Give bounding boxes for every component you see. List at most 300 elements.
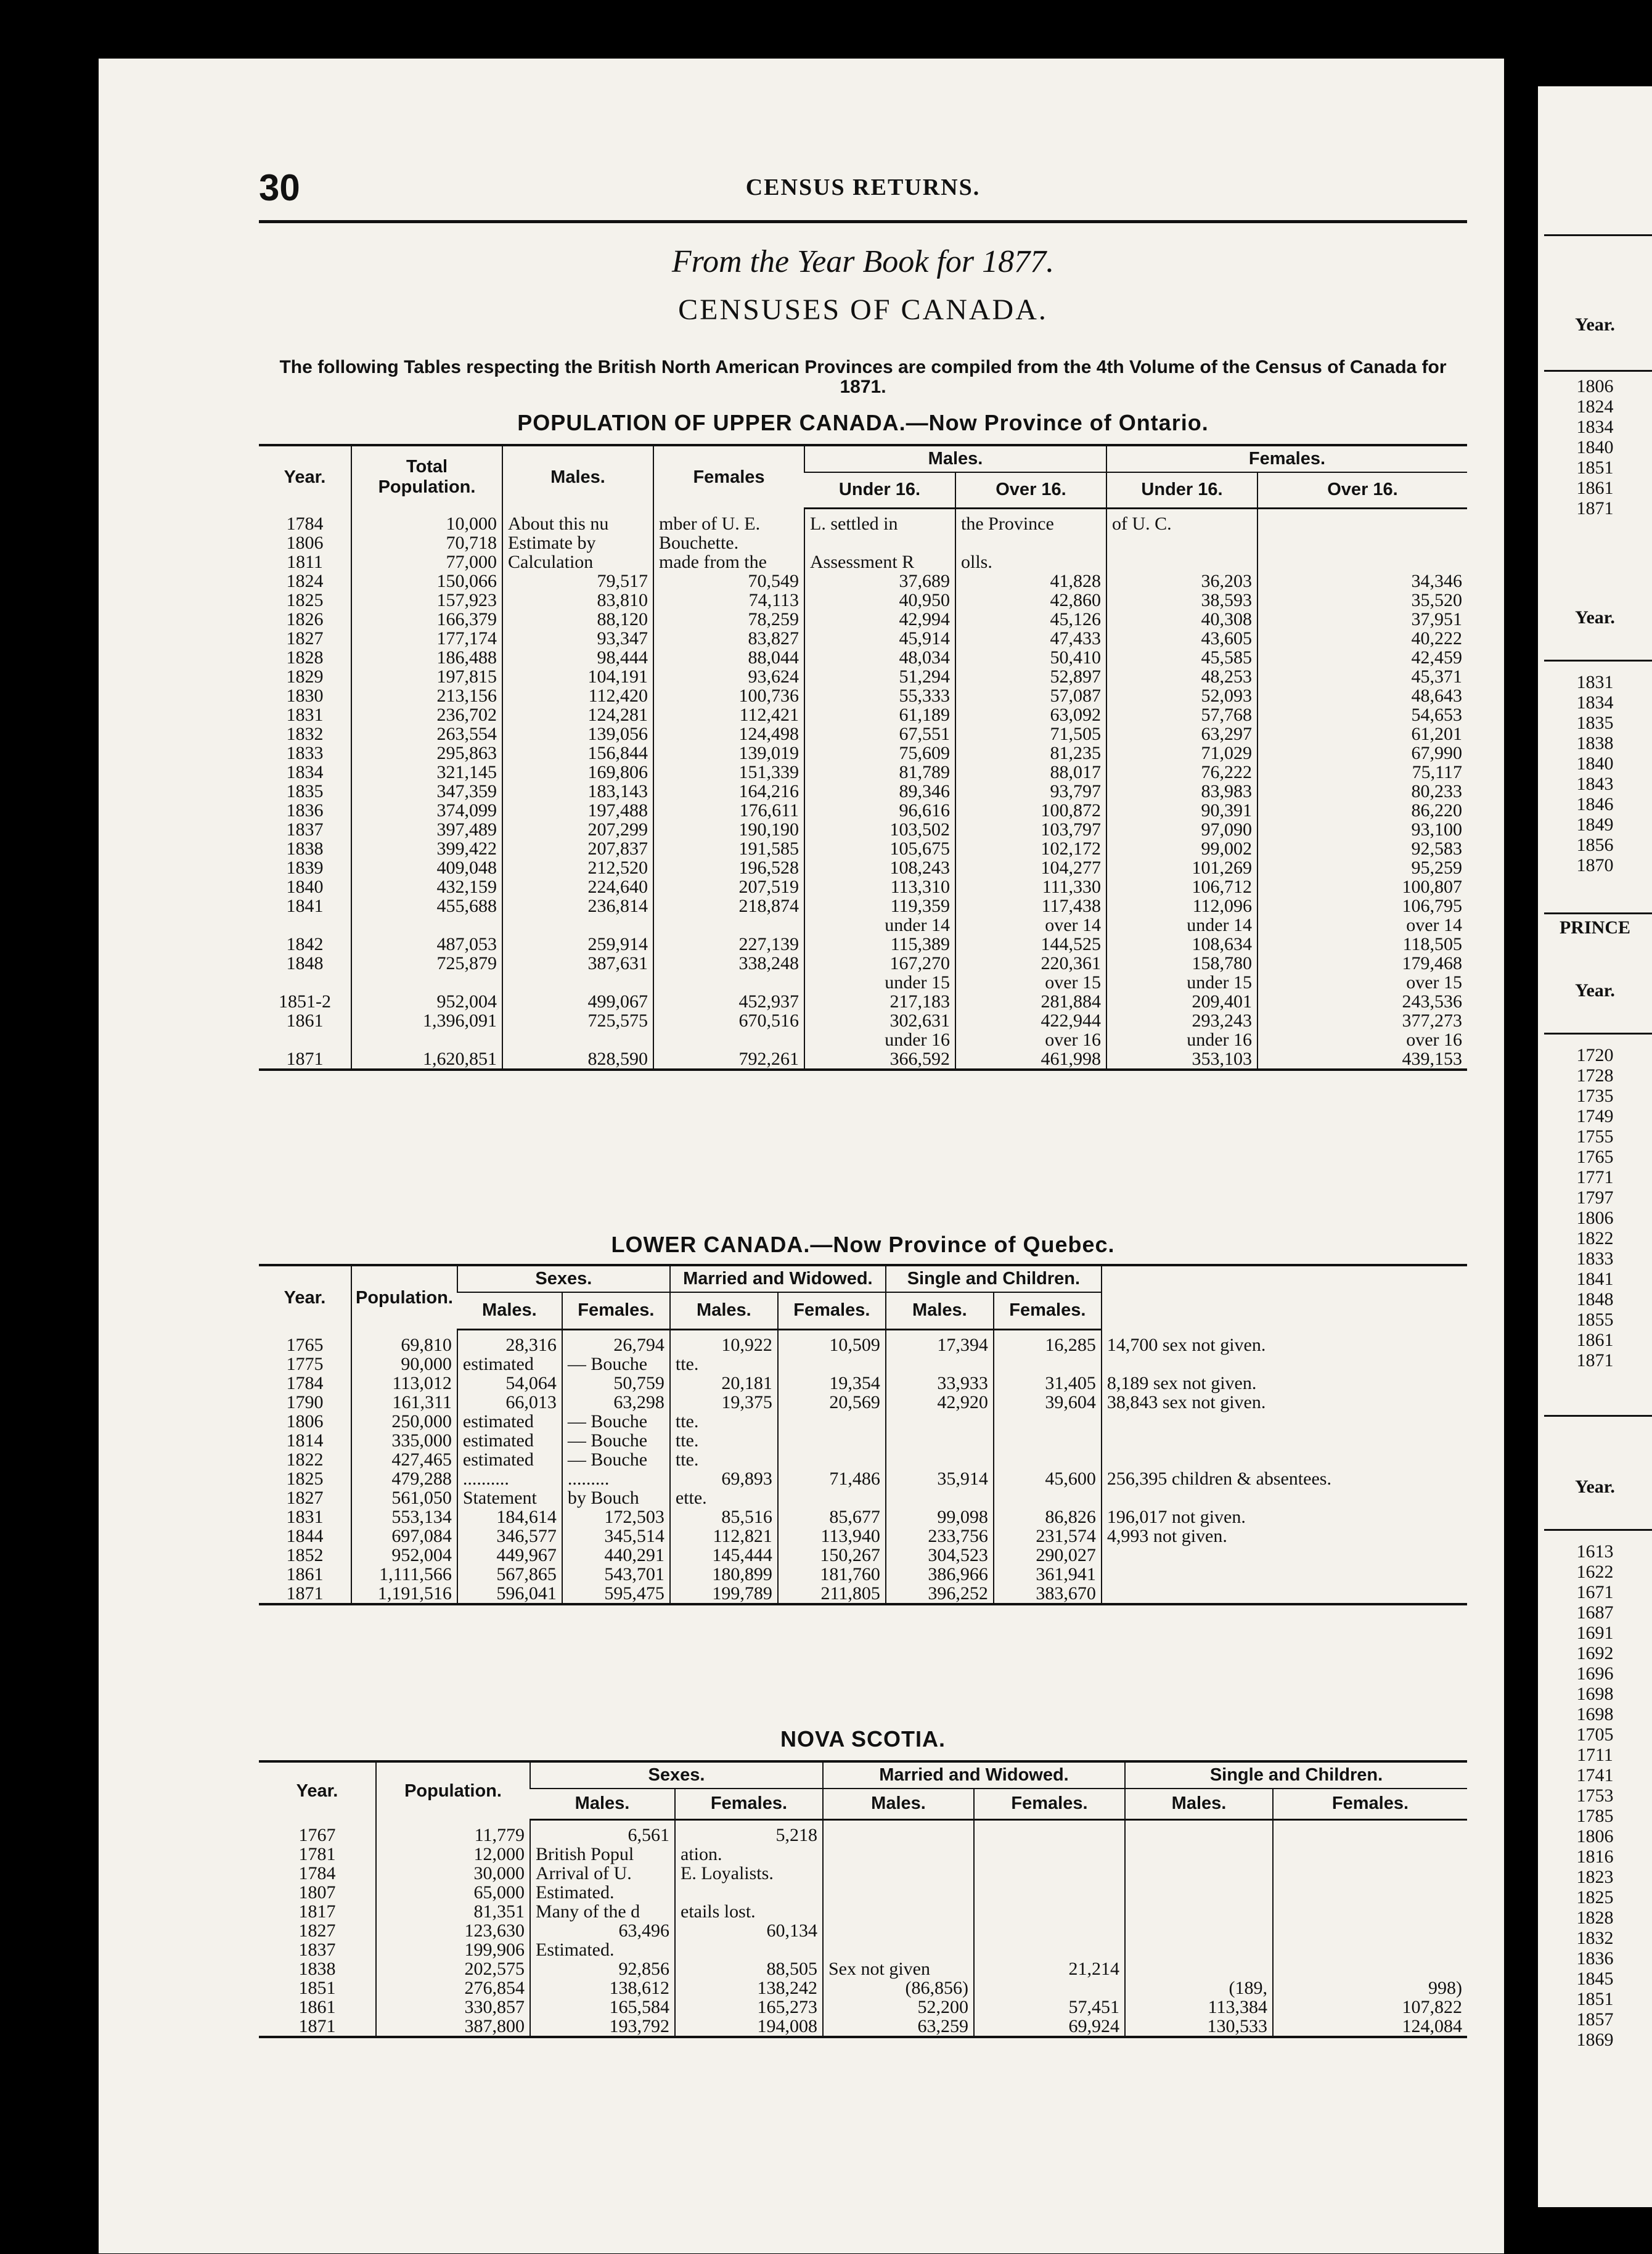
value-cell: 75,609 (804, 744, 955, 763)
col-year: Year. (259, 1761, 376, 1819)
value-cell: 10,000 (351, 514, 502, 533)
year-cell: 1832 (286, 723, 324, 744)
value-cell: 93,100 (1257, 820, 1467, 839)
value-cell: 106,712 (1106, 877, 1257, 896)
table-row (259, 1488, 1467, 1507)
value-cell: 83,983 (1106, 782, 1257, 801)
value-cell (653, 1030, 804, 1049)
value-cell: 138,612 (530, 1978, 675, 1998)
value-cell: 45,585 (1106, 648, 1257, 667)
strip-year: 1834 (1576, 417, 1614, 437)
year-cell (259, 973, 351, 992)
year-cell: 1871 (259, 1584, 351, 1604)
value-cell: 697,084 (351, 1527, 457, 1546)
spacer-cell (1273, 1819, 1467, 1826)
value-cell: 177,174 (351, 629, 502, 648)
value-cell: estimated (457, 1412, 562, 1431)
strip-year: 1824 (1576, 396, 1614, 417)
value-cell: 145,444 (670, 1546, 778, 1565)
year-cell: 1861 (298, 1996, 336, 2017)
value-cell (1273, 1902, 1467, 1921)
value-cell (1125, 1845, 1273, 1864)
strip-year: 1785 (1576, 1806, 1614, 1826)
value-cell: 1,191,516 (351, 1584, 457, 1604)
value-cell: 35,520 (1257, 591, 1467, 610)
table-row (259, 629, 1467, 648)
year-cell: 1825 (286, 589, 324, 610)
value-cell: 377,273 (1257, 1011, 1467, 1030)
value-cell: 196,017 not given. (1102, 1507, 1467, 1527)
strip-year-heading: Year. (1575, 1477, 1615, 1497)
col-females: Females (653, 445, 804, 508)
value-cell: — Bouche (562, 1354, 670, 1374)
value-cell: 346,577 (457, 1527, 562, 1546)
value-cell: Statement (457, 1488, 562, 1507)
value-cell: 236,702 (351, 705, 502, 724)
year-book-title: From the Year Book for 1877. (671, 244, 1055, 279)
value-cell (653, 973, 804, 992)
table-row (259, 763, 1467, 782)
strip-year: 1855 (1576, 1309, 1614, 1330)
value-cell: 52,093 (1106, 686, 1257, 705)
value-cell: 335,000 (351, 1431, 457, 1450)
value-cell: of U. C. (1106, 514, 1257, 533)
value-cell: under 15 (1106, 973, 1257, 992)
value-cell: 139,056 (502, 724, 653, 744)
table-row (259, 935, 1467, 954)
col-sexes-males: Males. (530, 1789, 675, 1819)
table-row (259, 1374, 1467, 1393)
col-married-females: Females. (778, 1292, 886, 1329)
value-cell (778, 1412, 886, 1431)
value-cell: 55,333 (804, 686, 955, 705)
year-cell: 1831 (286, 1506, 324, 1527)
col-males-under-16: Under 16. (804, 472, 955, 508)
table-row (259, 724, 1467, 744)
value-cell: 172,503 (562, 1507, 670, 1527)
strip-year: 1822 (1576, 1228, 1614, 1248)
year-cell: 1817 (298, 1901, 336, 1922)
strip-year: 1843 (1576, 774, 1614, 794)
value-cell: 38,593 (1106, 591, 1257, 610)
value-cell (1106, 533, 1257, 552)
value-cell (1125, 1959, 1273, 1978)
value-cell: British Popul (530, 1845, 675, 1864)
year-cell: 1837 (286, 819, 324, 840)
year-cell: 1837 (298, 1939, 336, 1960)
value-cell: 57,087 (955, 686, 1106, 705)
value-cell: 66,013 (457, 1393, 562, 1412)
value-cell: over 16 (1257, 1030, 1467, 1049)
value-cell: 118,505 (1257, 935, 1467, 954)
value-cell: 20,569 (778, 1393, 886, 1412)
value-cell: 202,575 (376, 1959, 530, 1978)
value-cell: 427,465 (351, 1450, 457, 1469)
value-cell: 35,914 (886, 1469, 994, 1488)
strip-rule (1544, 660, 1652, 662)
table-row (259, 572, 1467, 591)
year-cell: 1829 (286, 666, 324, 687)
value-cell: olls. (955, 552, 1106, 572)
value-cell (1102, 1354, 1467, 1374)
value-cell: 567,865 (457, 1565, 562, 1584)
table-row (259, 1354, 1467, 1374)
value-cell: 293,243 (1106, 1011, 1257, 1030)
strip-year: 1840 (1576, 753, 1614, 774)
table-row (259, 1431, 1467, 1450)
value-cell: 61,189 (804, 705, 955, 724)
value-cell: 111,330 (955, 877, 1106, 896)
value-cell: 40,308 (1106, 610, 1257, 629)
value-cell (974, 1864, 1125, 1883)
value-cell: 553,134 (351, 1507, 457, 1527)
value-cell: 209,401 (1106, 992, 1257, 1011)
value-cell: 161,311 (351, 1393, 457, 1412)
strip-year: 1741 (1576, 1765, 1614, 1785)
value-cell: 104,191 (502, 667, 653, 686)
value-cell: 95,259 (1257, 858, 1467, 877)
value-cell: 102,172 (955, 839, 1106, 858)
value-cell (823, 1864, 974, 1883)
value-cell: 115,389 (804, 935, 955, 954)
value-cell (886, 1354, 994, 1374)
value-cell: 119,359 (804, 896, 955, 916)
col-sexes-females: Females. (675, 1789, 823, 1819)
strip-year: 1698 (1576, 1704, 1614, 1724)
value-cell (1273, 1959, 1467, 1978)
value-cell: 422,944 (955, 1011, 1106, 1030)
table-row (259, 858, 1467, 877)
year-cell: 1833 (286, 742, 324, 763)
value-cell: 48,643 (1257, 686, 1467, 705)
value-cell: 10,922 (670, 1335, 778, 1354)
strip-year-heading: Year. (1575, 314, 1615, 335)
strip-year: 1698 (1576, 1684, 1614, 1704)
value-cell: 440,291 (562, 1546, 670, 1565)
value-cell: 6,561 (530, 1826, 675, 1845)
value-cell: 10,509 (778, 1335, 886, 1354)
table-row (259, 1507, 1467, 1527)
value-cell: 139,019 (653, 744, 804, 763)
value-cell: 97,090 (1106, 820, 1257, 839)
table-row (259, 1450, 1467, 1469)
value-cell: 124,498 (653, 724, 804, 744)
value-cell: 218,874 (653, 896, 804, 916)
value-cell: 96,616 (804, 801, 955, 820)
strip-year: 1705 (1576, 1724, 1614, 1745)
value-cell: 11,779 (376, 1826, 530, 1845)
value-cell: 180,899 (670, 1565, 778, 1584)
value-cell (823, 1845, 974, 1864)
table-row (259, 533, 1467, 552)
value-cell (1106, 552, 1257, 572)
value-cell: 83,827 (653, 629, 804, 648)
col-year: Year. (259, 1265, 351, 1329)
value-cell: 85,516 (670, 1507, 778, 1527)
value-cell: 1,396,091 (351, 1011, 502, 1030)
value-cell: 70,549 (653, 572, 804, 591)
running-head: CENSUS RETURNS. (745, 174, 981, 200)
value-cell: 31,405 (994, 1374, 1102, 1393)
strip-year: 1835 (1576, 713, 1614, 733)
value-cell: 366,592 (804, 1049, 955, 1070)
strip-year: 1816 (1576, 1846, 1614, 1867)
page-content (259, 59, 1467, 2253)
value-cell: 88,017 (955, 763, 1106, 782)
table-row (259, 1902, 1467, 1921)
value-cell: 106,795 (1257, 896, 1467, 916)
spacer-row (259, 1819, 1467, 1826)
year-cell: 1848 (286, 953, 324, 973)
value-cell (653, 916, 804, 935)
value-cell: 304,523 (886, 1546, 994, 1565)
table-row (259, 1393, 1467, 1412)
value-cell: 81,789 (804, 763, 955, 782)
value-cell: 123,630 (376, 1921, 530, 1940)
strip-year: 1828 (1576, 1908, 1614, 1928)
strip-year: 1871 (1576, 498, 1614, 518)
value-cell: 725,575 (502, 1011, 653, 1030)
value-cell: 112,421 (653, 705, 804, 724)
strip-year: 1832 (1576, 1928, 1614, 1948)
book-page (99, 59, 1504, 2253)
table-row (259, 1978, 1467, 1998)
value-cell: 76,222 (1106, 763, 1257, 782)
group-single-children: Single and Children. (886, 1265, 1102, 1292)
strip-year: 1840 (1576, 437, 1614, 457)
value-cell: 63,297 (1106, 724, 1257, 744)
value-cell: tte. (670, 1412, 778, 1431)
value-cell: 399,422 (351, 839, 502, 858)
year-cell: 1861 (286, 1563, 324, 1584)
value-cell (974, 1902, 1125, 1921)
value-cell: 48,253 (1106, 667, 1257, 686)
value-cell: 151,339 (653, 763, 804, 782)
value-cell: 112,821 (670, 1527, 778, 1546)
value-cell: under 15 (804, 973, 955, 992)
value-cell (1257, 552, 1467, 572)
year-cell: 1827 (286, 628, 324, 649)
table-row (259, 2017, 1467, 2037)
table-row (259, 820, 1467, 839)
col-sexes-males: Males. (457, 1292, 562, 1329)
value-cell: 41,828 (955, 572, 1106, 591)
year-cell: 1807 (298, 1882, 336, 1903)
col-single-females: Females. (994, 1292, 1102, 1329)
value-cell: 70,718 (351, 533, 502, 552)
value-cell: 28,316 (457, 1335, 562, 1354)
value-cell: 211,805 (778, 1584, 886, 1604)
strip-year: 1848 (1576, 1289, 1614, 1309)
value-cell: 98,444 (502, 648, 653, 667)
group-females: Females. (1106, 445, 1467, 472)
value-cell: 63,496 (530, 1921, 675, 1940)
value-cell: 34,346 (1257, 572, 1467, 591)
value-cell: 45,914 (804, 629, 955, 648)
value-cell (1125, 1864, 1273, 1883)
value-cell (1273, 1921, 1467, 1940)
value-cell: 90,391 (1106, 801, 1257, 820)
value-cell: the Province (955, 514, 1106, 533)
value-cell: 347,359 (351, 782, 502, 801)
value-cell: 952,004 (351, 992, 502, 1011)
value-cell: 224,640 (502, 877, 653, 896)
value-cell: 217,183 (804, 992, 955, 1011)
value-cell: 99,002 (1106, 839, 1257, 858)
value-cell: 670,516 (653, 1011, 804, 1030)
value-cell: 8,189 sex not given. (1102, 1374, 1467, 1393)
value-cell: 130,533 (1125, 2017, 1273, 2037)
table-row (259, 1546, 1467, 1565)
col-females-over-16: Over 16. (1257, 472, 1467, 508)
group-single-children: Single and Children. (1125, 1761, 1467, 1789)
value-cell: 14,700 sex not given. (1102, 1335, 1467, 1354)
table-row (259, 1940, 1467, 1959)
value-cell (886, 1412, 994, 1431)
value-cell (778, 1354, 886, 1374)
lower-canada-title: LOWER CANADA.—Now Province of Quebec. (611, 1232, 1115, 1257)
table-row (259, 686, 1467, 705)
value-cell (1102, 1450, 1467, 1469)
year-cell: 1824 (286, 570, 324, 591)
value-cell: 71,029 (1106, 744, 1257, 763)
col-single-males: Males. (1125, 1789, 1273, 1819)
value-cell: etails lost. (675, 1902, 823, 1921)
strip-year: 1613 (1576, 1541, 1614, 1562)
value-cell: Assessment R (804, 552, 955, 572)
value-cell (1273, 1845, 1467, 1864)
table-row (259, 1565, 1467, 1584)
value-cell: 374,099 (351, 801, 502, 820)
value-cell: 259,914 (502, 935, 653, 954)
value-cell: 107,822 (1273, 1998, 1467, 2017)
year-cell: 1811 (287, 551, 323, 572)
table-row (259, 896, 1467, 916)
value-cell: 50,410 (955, 648, 1106, 667)
table-row (259, 667, 1467, 686)
value-cell: 281,884 (955, 992, 1106, 1011)
strip-year: 1692 (1576, 1643, 1614, 1663)
value-cell: 71,486 (778, 1469, 886, 1488)
value-cell: 461,998 (955, 1049, 1106, 1070)
value-cell: 353,103 (1106, 1049, 1257, 1070)
value-cell: 452,937 (653, 992, 804, 1011)
spacer-cell (974, 1819, 1125, 1826)
year-cell: 1827 (298, 1920, 336, 1941)
value-cell: 113,940 (778, 1527, 886, 1546)
strip-year: 1806 (1576, 1208, 1614, 1228)
value-cell: 290,027 (994, 1546, 1102, 1565)
table-row (259, 552, 1467, 572)
year-cell: 1767 (298, 1824, 336, 1845)
value-cell: 596,041 (457, 1584, 562, 1604)
value-cell: over 15 (1257, 973, 1467, 992)
value-cell: estimated (457, 1450, 562, 1469)
table-row (259, 1998, 1467, 2017)
table-row (259, 1469, 1467, 1488)
strip-year: 1823 (1576, 1867, 1614, 1887)
table-row (259, 992, 1467, 1011)
value-cell: Sex not given (823, 1959, 974, 1978)
value-cell: 432,159 (351, 877, 502, 896)
value-cell: 88,120 (502, 610, 653, 629)
strip-year: 1753 (1576, 1785, 1614, 1806)
value-cell: 61,201 (1257, 724, 1467, 744)
value-cell (823, 1921, 974, 1940)
year-cell: 1851-2 (279, 991, 331, 1012)
value-cell: 207,519 (653, 877, 804, 896)
value-cell (823, 1940, 974, 1959)
table-row (259, 514, 1467, 533)
year-cell: 1844 (286, 1525, 324, 1546)
value-cell: 124,084 (1273, 2017, 1467, 2037)
spacer-cell (823, 1819, 974, 1826)
year-cell: 1838 (286, 838, 324, 859)
intro-text: The following Tables respecting the British North American Provinces are compiled from the 4th Volume of the Census of Canada for 1871. (279, 357, 1447, 397)
strip-year: 1671 (1576, 1582, 1614, 1602)
value-cell (1102, 1431, 1467, 1450)
value-cell (1102, 1565, 1467, 1584)
year-cell: 1784 (298, 1863, 336, 1883)
value-cell: — Bouche (562, 1431, 670, 1450)
value-cell: 21,214 (974, 1959, 1125, 1978)
value-cell (502, 973, 653, 992)
value-cell (1102, 1546, 1467, 1565)
value-cell (1257, 533, 1467, 552)
col-males-over-16: Over 16. (955, 472, 1106, 508)
strip-year: 1711 (1577, 1745, 1613, 1765)
col-married-females: Females. (974, 1789, 1125, 1819)
value-cell: Arrival of U. (530, 1864, 675, 1883)
strip-year: 1861 (1576, 1330, 1614, 1350)
value-cell (955, 533, 1106, 552)
value-cell: — Bouche (562, 1450, 670, 1469)
value-cell: 77,000 (351, 552, 502, 572)
value-cell: 543,701 (562, 1565, 670, 1584)
value-cell: 828,590 (502, 1049, 653, 1070)
table-row (259, 1335, 1467, 1354)
value-cell: 113,310 (804, 877, 955, 896)
value-cell: 103,502 (804, 820, 955, 839)
strip-year: 1861 (1576, 478, 1614, 498)
value-cell: 45,600 (994, 1469, 1102, 1488)
strip-rule (1544, 1529, 1652, 1531)
value-cell: 12,000 (376, 1845, 530, 1864)
col-population: Population. (376, 1761, 530, 1819)
value-cell (974, 1921, 1125, 1940)
value-cell: 108,634 (1106, 935, 1257, 954)
year-cell: 1765 (286, 1334, 324, 1355)
year-cell: 1814 (286, 1430, 324, 1451)
value-cell: 117,438 (955, 896, 1106, 916)
value-cell: 26,794 (562, 1335, 670, 1354)
value-cell: estimated (457, 1431, 562, 1450)
value-cell: 83,810 (502, 591, 653, 610)
year-cell: 1806 (286, 532, 324, 553)
table-row (259, 610, 1467, 629)
value-cell (675, 1940, 823, 1959)
header-rule (259, 220, 1467, 223)
value-cell: over 14 (955, 916, 1106, 935)
year-cell (259, 1030, 351, 1049)
table-row (259, 1412, 1467, 1431)
group-married-widowed: Married and Widowed. (823, 1761, 1125, 1789)
value-cell: 52,200 (823, 1998, 974, 2017)
value-cell (1102, 1412, 1467, 1431)
value-cell: 150,066 (351, 572, 502, 591)
table-row (259, 1527, 1467, 1546)
strip-year: 1735 (1576, 1086, 1614, 1106)
